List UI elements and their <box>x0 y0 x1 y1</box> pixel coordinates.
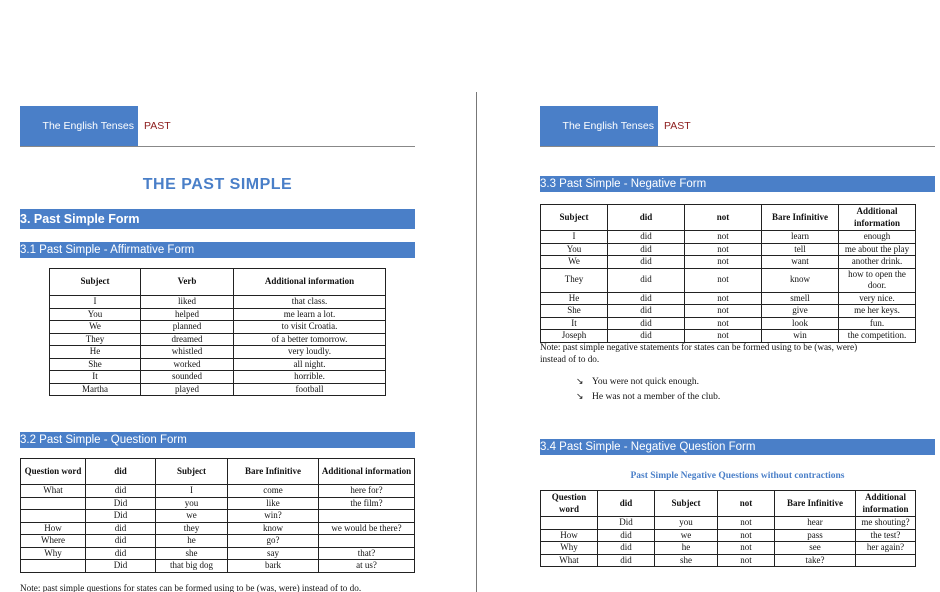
table-cell: not <box>685 243 762 256</box>
table-row <box>21 547 415 560</box>
table-cell: Did <box>86 510 156 523</box>
table-cell: liked <box>141 296 234 309</box>
table-cell: take? <box>775 554 856 567</box>
table-cell <box>319 535 415 548</box>
table-cell: look <box>762 317 839 330</box>
table-cell: not <box>685 268 762 292</box>
table-row <box>50 346 386 359</box>
col-header: Additional information <box>319 459 415 485</box>
col-header: Question word <box>21 459 86 485</box>
table-cell: He <box>541 292 608 305</box>
table-cell: give <box>762 305 839 318</box>
page-divider <box>476 92 477 592</box>
table-row <box>541 529 916 542</box>
table-cell: her again? <box>856 542 916 555</box>
table-cell: sounded <box>141 371 234 384</box>
table-cell: know <box>228 522 319 535</box>
header-rule <box>540 146 935 147</box>
table-cell: bark <box>228 560 319 573</box>
table-cell: not <box>685 231 762 244</box>
question-heading: 3.2 Past Simple - Question Form <box>20 432 415 448</box>
page-header <box>20 106 420 146</box>
negative-table <box>540 204 916 343</box>
neg-question-heading: 3.4 Past Simple - Negative Question Form <box>540 439 935 455</box>
table-row <box>541 256 916 269</box>
col-header: Bare Infinitive <box>762 205 839 231</box>
table-cell: learn <box>762 231 839 244</box>
table-cell: She <box>50 358 141 371</box>
table-cell: did <box>608 243 685 256</box>
table-cell <box>21 510 86 523</box>
table-cell: did <box>598 529 655 542</box>
header-section: PAST <box>144 120 171 132</box>
neg-question-table <box>540 490 916 567</box>
col-header: Additional information <box>234 269 386 296</box>
table-row <box>21 522 415 535</box>
table-cell: not <box>685 292 762 305</box>
header-section: PAST <box>664 120 691 132</box>
table-cell: did <box>608 231 685 244</box>
col-header: did <box>608 205 685 231</box>
question-note: Note: past simple questions for states can be formed using to be (was, were) instead of to do. <box>20 583 362 592</box>
table-cell: How <box>541 529 598 542</box>
table-row <box>21 560 415 573</box>
table-cell: me about the play <box>839 243 916 256</box>
table-cell: want <box>762 256 839 269</box>
table-cell: Did <box>86 497 156 510</box>
col-header: Bare Infinitive <box>775 491 856 517</box>
table-cell: did <box>608 256 685 269</box>
table-cell: I <box>50 296 141 309</box>
table-cell: to visit Croatia. <box>234 321 386 334</box>
table-cell: know <box>762 268 839 292</box>
table-cell: she <box>655 554 718 567</box>
table-cell: how to open the door. <box>839 268 916 292</box>
table-cell: you <box>655 517 718 530</box>
table-cell: me learn a lot. <box>234 308 386 321</box>
arrow-bullet-icon: ↘ <box>576 392 584 402</box>
table-cell: did <box>608 268 685 292</box>
table-row <box>50 371 386 384</box>
table-cell: I <box>156 485 228 498</box>
table-cell: say <box>228 547 319 560</box>
table-cell: like <box>228 497 319 510</box>
table-cell: the film? <box>319 497 415 510</box>
table-cell: Martha <box>50 383 141 396</box>
table-cell: did <box>86 547 156 560</box>
table-cell: Did <box>598 517 655 530</box>
negative-note-line2: instead of to do. <box>540 354 600 364</box>
col-header: Additional information <box>839 205 916 231</box>
table-cell <box>541 517 598 530</box>
table-cell: You <box>541 243 608 256</box>
table-cell: Did <box>86 560 156 573</box>
table-cell: horrible. <box>234 371 386 384</box>
section-heading: 3. Past Simple Form <box>20 209 415 229</box>
table-cell: enough <box>839 231 916 244</box>
table-cell: tell <box>762 243 839 256</box>
table-cell: you <box>156 497 228 510</box>
table-cell: What <box>21 485 86 498</box>
header-rule <box>20 146 415 147</box>
col-header: Additional information <box>856 491 916 517</box>
table-cell: did <box>598 554 655 567</box>
table-cell: It <box>541 317 608 330</box>
table-row <box>50 358 386 371</box>
table-cell: we <box>156 510 228 523</box>
table-cell: not <box>685 330 762 343</box>
table-cell: planned <box>141 321 234 334</box>
table-cell: hear <box>775 517 856 530</box>
table-cell: fun. <box>839 317 916 330</box>
table-cell: did <box>86 522 156 535</box>
table-cell: see <box>775 542 856 555</box>
table-cell: me shouting? <box>856 517 916 530</box>
table-cell: they <box>156 522 228 535</box>
table-cell: another drink. <box>839 256 916 269</box>
document-title: THE PAST SIMPLE <box>142 176 293 193</box>
table-cell: win <box>762 330 839 343</box>
table-cell: come <box>228 485 319 498</box>
table-cell: that big dog <box>156 560 228 573</box>
table-cell: smell <box>762 292 839 305</box>
table-row <box>541 268 916 292</box>
table-cell: You <box>50 308 141 321</box>
table-cell <box>21 497 86 510</box>
table-cell: We <box>50 321 141 334</box>
table-cell: did <box>608 330 685 343</box>
table-cell: played <box>141 383 234 396</box>
table-cell: dreamed <box>141 333 234 346</box>
table-cell: not <box>685 317 762 330</box>
arrow-bullet-icon: ↘ <box>576 377 584 387</box>
table-cell: She <box>541 305 608 318</box>
header-tab: The English Tenses <box>540 106 658 146</box>
table-row <box>21 497 415 510</box>
negative-note-line1: Note: past simple negative statements for states can be formed using to be (was, were) <box>540 342 858 352</box>
table-cell: worked <box>141 358 234 371</box>
table-cell: They <box>50 333 141 346</box>
header-tab: The English Tenses <box>20 106 138 146</box>
table-cell: helped <box>141 308 234 321</box>
table-cell: he <box>156 535 228 548</box>
table-cell: whistled <box>141 346 234 359</box>
table-cell: me her keys. <box>839 305 916 318</box>
table-cell: that class. <box>234 296 386 309</box>
example-bullet: ↘ He was not a member of the club. <box>576 392 721 402</box>
table-row <box>541 554 916 567</box>
affirmative-heading: 3.1 Past Simple - Affirmative Form <box>20 242 415 258</box>
col-header: Bare Infinitive <box>228 459 319 485</box>
table-cell: did <box>598 542 655 555</box>
col-header: did <box>598 491 655 517</box>
affirmative-table <box>49 268 386 396</box>
table-cell: Joseph <box>541 330 608 343</box>
table-cell: We <box>541 256 608 269</box>
table-cell: not <box>718 554 775 567</box>
table-row <box>541 517 916 530</box>
table-row <box>541 305 916 318</box>
table-cell: not <box>685 305 762 318</box>
question-table <box>20 458 415 573</box>
table-cell: football <box>234 383 386 396</box>
table-cell: the competition. <box>839 330 916 343</box>
table-cell: not <box>718 542 775 555</box>
col-header: not <box>685 205 762 231</box>
affirmative-body <box>50 296 386 396</box>
table-cell: did <box>608 305 685 318</box>
table-row <box>541 243 916 256</box>
table-cell: did <box>86 535 156 548</box>
table-row <box>541 542 916 555</box>
col-header: did <box>86 459 156 485</box>
right-page <box>480 0 940 592</box>
col-header: Subject <box>655 491 718 517</box>
table-cell: not <box>685 256 762 269</box>
table-cell: all night. <box>234 358 386 371</box>
table-cell: very nice. <box>839 292 916 305</box>
table-cell: It <box>50 371 141 384</box>
table-cell: not <box>718 517 775 530</box>
page-header <box>540 106 940 146</box>
table-cell: He <box>50 346 141 359</box>
table-cell: did <box>608 317 685 330</box>
table-cell <box>21 560 86 573</box>
table-cell: did <box>608 292 685 305</box>
negative-heading: 3.3 Past Simple - Negative Form <box>540 176 935 192</box>
table-cell: What <box>541 554 598 567</box>
table-cell: we would be there? <box>319 522 415 535</box>
table-cell: go? <box>228 535 319 548</box>
table-cell: win? <box>228 510 319 523</box>
table-cell: did <box>86 485 156 498</box>
table-cell: the test? <box>856 529 916 542</box>
col-header: not <box>718 491 775 517</box>
table-cell: he <box>655 542 718 555</box>
table-row <box>21 485 415 498</box>
neg-question-subtitle: Past Simple Negative Questions without contractions <box>630 471 845 481</box>
table-cell: here for? <box>319 485 415 498</box>
col-header: Subject <box>541 205 608 231</box>
table-row <box>50 383 386 396</box>
table-row <box>50 321 386 334</box>
table-cell: that? <box>319 547 415 560</box>
table-cell: How <box>21 522 86 535</box>
table-cell: of a better tomorrow. <box>234 333 386 346</box>
col-header: Question word <box>541 491 598 517</box>
table-row <box>21 535 415 548</box>
table-cell: pass <box>775 529 856 542</box>
table-row <box>50 333 386 346</box>
table-cell: Why <box>541 542 598 555</box>
table-row <box>21 510 415 523</box>
table-cell <box>319 510 415 523</box>
table-cell <box>856 554 916 567</box>
table-row <box>541 231 916 244</box>
table-cell: They <box>541 268 608 292</box>
table-cell: not <box>718 529 775 542</box>
table-cell: I <box>541 231 608 244</box>
table-cell: she <box>156 547 228 560</box>
table-row <box>50 296 386 309</box>
table-cell: at us? <box>319 560 415 573</box>
table-row <box>541 292 916 305</box>
table-cell: Why <box>21 547 86 560</box>
table-cell: we <box>655 529 718 542</box>
col-header: Verb <box>141 269 234 296</box>
table-row <box>541 317 916 330</box>
table-cell: Where <box>21 535 86 548</box>
col-header: Subject <box>156 459 228 485</box>
example-bullet: ↘ You were not quick enough. <box>576 377 699 387</box>
col-header: Subject <box>50 269 141 296</box>
table-cell: very loudly. <box>234 346 386 359</box>
table-row <box>50 308 386 321</box>
